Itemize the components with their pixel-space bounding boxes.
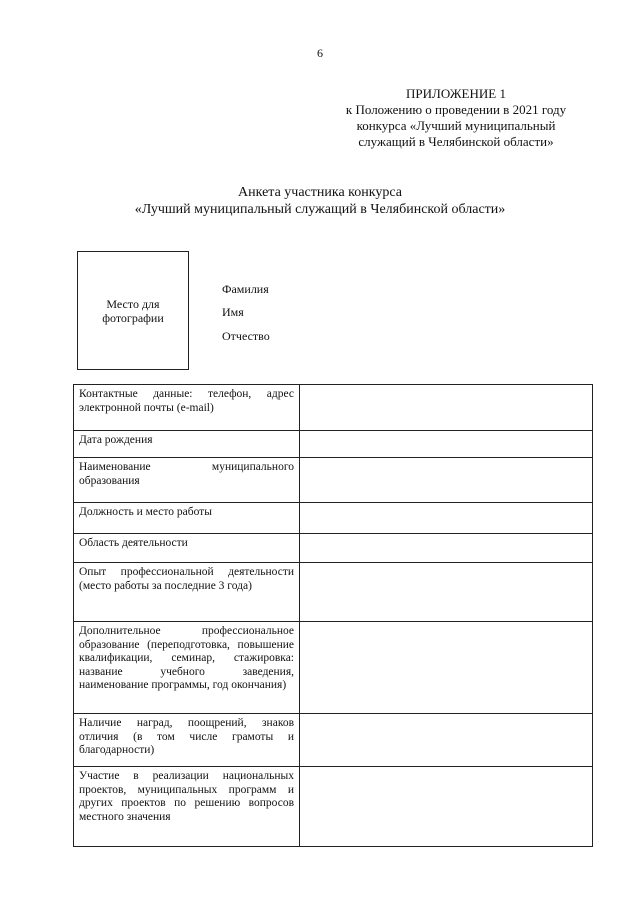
row-value-cell[interactable] xyxy=(300,714,593,767)
photo-label-line: Место для xyxy=(106,296,160,311)
first-name-label: Имя xyxy=(222,305,244,319)
table-row xyxy=(74,534,593,563)
table-row xyxy=(74,431,593,458)
table-row xyxy=(74,503,593,534)
row-value-cell[interactable] xyxy=(300,622,593,714)
form-title-line: «Лучший муниципальный служащий в Челябинской области» xyxy=(134,202,506,217)
row-value-cell[interactable] xyxy=(300,534,593,563)
questionnaire-table xyxy=(73,384,593,847)
table-row xyxy=(74,385,593,431)
row-label: Опыт профессиональной деятельности (место работы за последние 3 года) xyxy=(74,563,300,622)
appendix-title: ПРИЛОЖЕНИЕ 1 xyxy=(406,86,506,101)
row-label: Область деятельности xyxy=(74,534,300,563)
surname-label: Фамилия xyxy=(222,282,269,296)
appendix-line: конкурса «Лучший муниципальный xyxy=(356,118,556,133)
table-row xyxy=(74,458,593,503)
photo-label-line: фотографии xyxy=(102,310,164,325)
table-row xyxy=(74,563,593,622)
row-value-cell[interactable] xyxy=(300,767,593,847)
form-title-line: Анкета участника конкурса xyxy=(238,185,402,200)
row-label: Дополнительное профессиональное образование (переподготовка, повышение квалификации, семинар, стажировка: название учебного заведения, наименование программы, год окончания) xyxy=(74,622,300,714)
row-value-cell[interactable] xyxy=(300,458,593,503)
photo-placeholder-label xyxy=(102,297,164,325)
row-value-cell[interactable] xyxy=(300,385,593,431)
row-label: Должность и место работы xyxy=(74,503,300,534)
row-value-cell[interactable] xyxy=(300,431,593,458)
row-value-cell[interactable] xyxy=(300,563,593,622)
row-label: Контактные данные: телефон, адрес электронной почты (e-mail) xyxy=(74,385,300,431)
row-label: Дата рождения xyxy=(74,431,300,458)
form-title xyxy=(0,184,640,218)
row-label: Наличие наград, поощрений, знаков отличия (в том числе грамоты и благодарности) xyxy=(74,714,300,767)
table-row xyxy=(74,714,593,767)
row-value-cell[interactable] xyxy=(300,503,593,534)
table-row xyxy=(74,767,593,847)
row-label: Участие в реализации национальных проектов, муниципальных программ и других проектов по решению вопросов местного значения xyxy=(74,767,300,847)
table-row xyxy=(74,622,593,714)
appendix-header xyxy=(320,86,592,150)
row-label: Наименование муниципального образования xyxy=(74,458,300,503)
appendix-line: служащий в Челябинской области» xyxy=(358,134,554,149)
photo-placeholder xyxy=(77,251,189,370)
appendix-line: к Положению о проведении в 2021 году xyxy=(345,102,567,117)
patronymic-label: Отчество xyxy=(222,329,270,343)
page-number: 6 xyxy=(317,46,323,60)
